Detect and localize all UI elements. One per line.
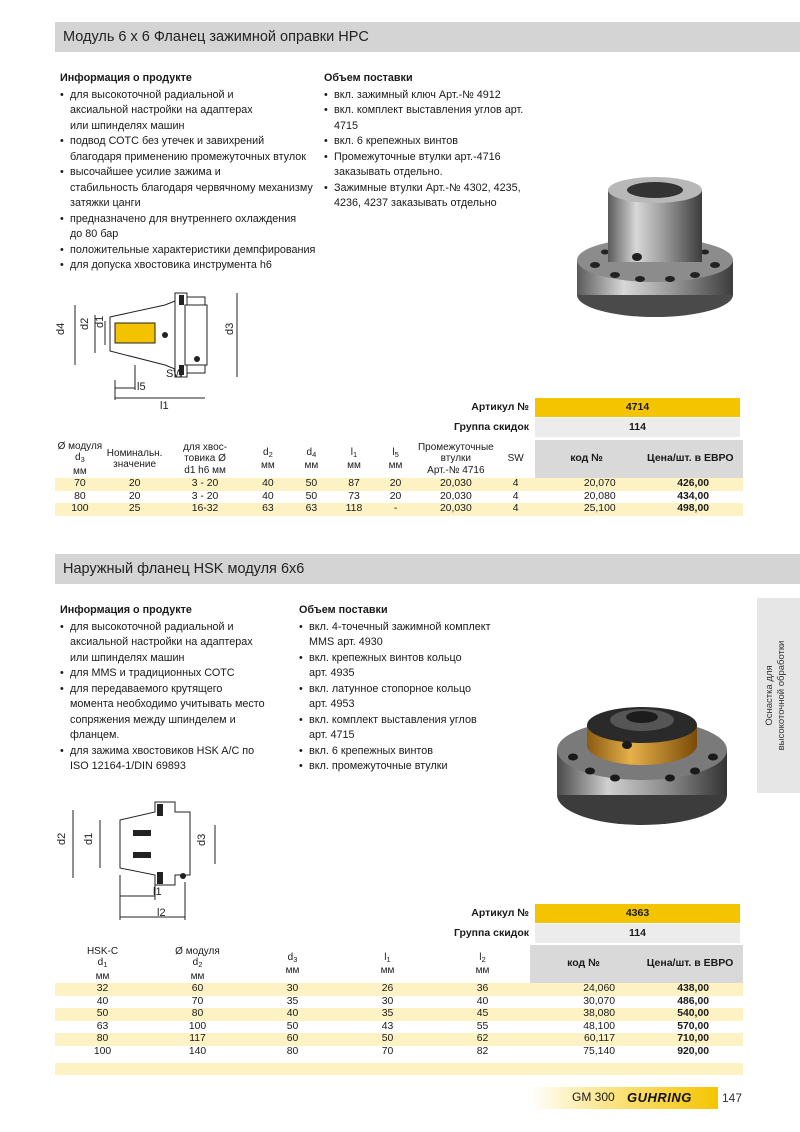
list-item-line: стабильность благодаря червячному механизму — [70, 181, 313, 194]
cell-c2: 80 — [150, 1008, 245, 1021]
cell-c8: 20,030 — [439, 490, 472, 502]
cell-c6: 118 — [333, 503, 376, 516]
product-info-heading: Информация о продукте — [60, 72, 192, 84]
list-item-line: благодаря применению промежуточных втулок — [70, 150, 306, 163]
cell-c7: 20 — [389, 490, 402, 502]
cell-c1: 70 — [55, 478, 105, 491]
table-row — [55, 983, 743, 996]
discount-label: Группа скидок — [454, 421, 529, 433]
list-item-line: • подвод СОТС без утечек и завихрений — [70, 135, 265, 147]
list-item — [299, 682, 529, 713]
list-item — [299, 651, 529, 682]
list-item-line: • высочайшее усилие зажима и — [70, 166, 221, 178]
section-2-article-row — [335, 904, 740, 923]
article-label: Артикул № — [471, 907, 529, 919]
table-row — [55, 1008, 743, 1021]
list-item-line: • вкл. комплект выставления углов — [309, 713, 477, 726]
col-d4: $d_4$ мм — [304, 446, 319, 471]
cell-c1: 32 — [55, 983, 150, 996]
section-2-price-table — [55, 945, 743, 1058]
list-item — [60, 666, 300, 682]
cell-c3: 35 — [286, 995, 299, 1007]
cell-c6: 87 — [333, 478, 376, 491]
cell-c8: 20,030 — [416, 503, 496, 516]
section-1-product-info — [60, 71, 325, 274]
cell-c5: 50 — [290, 478, 333, 491]
list-item-line: • положительные характеристики демпфирования — [70, 243, 316, 256]
col-hsk-d1: HSK-C $d_1$ мм — [86, 945, 119, 982]
label-l1: l1 — [160, 400, 169, 412]
cell-c9: 4 — [512, 490, 519, 502]
list-item-line: заказывать отдельно. — [334, 166, 443, 178]
cell-price: 434,00 — [677, 490, 709, 502]
cell-c4: 50 — [340, 1033, 435, 1046]
product-info-heading: Информация о продукте — [60, 604, 192, 616]
section-2-title: Наружный фланец HSK модуля 6x6 — [55, 554, 800, 584]
discount-group: 114 — [535, 924, 740, 943]
cell-c2: 100 — [188, 1020, 207, 1032]
col-price: Цена/шт. в ЕВРО — [637, 945, 743, 983]
catalog-name: GM 300 — [572, 1090, 615, 1104]
col-l2: $l_2$ мм — [475, 951, 490, 976]
cell-c3: 40 — [245, 1008, 340, 1021]
list-item-line: • вкл. 4-точечный зажимной комплект — [309, 620, 491, 633]
list-item-line: • вкл. крепежных винтов кольцо — [309, 651, 462, 664]
list-item-line: аксиальной настройки на адаптерах — [70, 104, 253, 116]
list-item-line: • предназначено для внутреннего охлаждения — [70, 212, 297, 225]
label-d4: d4 — [55, 322, 67, 335]
flange-hsk-photo — [555, 695, 730, 835]
list-item — [299, 759, 529, 775]
cell-c4: 30 — [381, 995, 394, 1007]
section-2-dimension-drawing — [55, 790, 225, 925]
cell-c4: 70 — [381, 1045, 394, 1057]
cell-price: 570,00 — [677, 1020, 709, 1032]
list-item-line: 4715 — [334, 119, 359, 132]
discount-label: Группа скидок — [454, 927, 529, 939]
cell-c5: 50 — [305, 490, 318, 502]
col-nominal: Номинальн. значение — [106, 447, 163, 470]
list-item-line: • вкл. комплект выставления углов арт. — [334, 104, 524, 116]
section-1-price-table — [55, 440, 743, 516]
col-l1: $l_1$ мм — [347, 446, 361, 471]
cell-code: 25,100 — [535, 503, 637, 516]
cell-c2: 20 — [105, 478, 165, 491]
cell-c3: 80 — [286, 1045, 299, 1057]
col-shank: для хвос- товика Ø d1 h6 мм — [183, 441, 228, 476]
cell-c9: 4 — [496, 478, 536, 491]
cell-c5: 40 — [476, 995, 489, 1007]
list-item-line: до 80 бар — [70, 228, 119, 240]
list-item-line: • вкл. 6 крепежных винтов — [334, 135, 458, 147]
cell-c5: 62 — [435, 1033, 530, 1046]
cell-price: 426,00 — [638, 478, 743, 491]
list-item — [60, 258, 325, 274]
side-category-tab — [757, 598, 800, 793]
list-item-line: момента необходимо учитывать место — [70, 698, 265, 710]
list-item-line: • для высокоточной радиальной и — [70, 88, 234, 101]
cell-code: 38,080 — [530, 1008, 637, 1021]
cell-c3: 3 - 20 — [164, 478, 245, 491]
list-item — [60, 88, 325, 135]
list-item-line: аксиальной настройки на адаптерах — [70, 636, 253, 648]
section-1-title: Модуль 6 x 6 Фланец зажимной оправки HPC — [55, 22, 800, 52]
col-code: код № — [530, 945, 637, 983]
list-item-line: • вкл. зажимный ключ Арт.-№ 4912 — [334, 88, 501, 101]
list-item-line: • вкл. 6 крепежных винтов — [309, 744, 433, 757]
cell-c1: 63 — [96, 1020, 109, 1032]
label-l5: l5 — [137, 381, 146, 393]
section-1-dimension-drawing — [55, 285, 255, 415]
cell-c5: 36 — [435, 983, 530, 996]
label-d1: d1 — [83, 832, 95, 845]
col-l5: $l_5$ мм — [388, 446, 403, 471]
list-item-line: • для передаваемого крутящего — [70, 682, 223, 695]
list-item — [60, 620, 300, 667]
label-d1: d1 — [94, 315, 106, 328]
section-2-discount-row — [335, 924, 740, 943]
list-item — [324, 181, 554, 212]
cell-c2: 60 — [150, 983, 245, 996]
cell-price: 498,00 — [638, 503, 743, 516]
col-code: код № — [535, 440, 637, 478]
cell-c9: 4 — [496, 503, 536, 516]
cell-price: 920,00 — [677, 1045, 709, 1057]
scope-heading: Объем поставки — [299, 604, 388, 616]
product-info-list — [60, 88, 325, 274]
section-2-product-info — [60, 603, 300, 775]
list-item — [60, 744, 300, 775]
cell-c4: 40 — [262, 490, 274, 502]
article-number: 4714 — [535, 398, 740, 417]
list-item — [324, 150, 554, 181]
page-number: 147 — [722, 1091, 743, 1105]
cell-c3: 3 - 20 — [191, 490, 219, 502]
list-item-line: • для высокоточной радиальной и — [70, 620, 234, 633]
scope-heading: Объем поставки — [324, 72, 413, 84]
list-item-line: арт. 4935 — [309, 667, 355, 679]
table-row — [55, 996, 743, 1009]
col-d3: $d_3$ мм — [285, 951, 300, 976]
cell-code: 75,140 — [583, 1045, 615, 1057]
cell-c2: 140 — [188, 1045, 207, 1057]
cell-code: 24,060 — [530, 983, 637, 996]
cell-c8: 20,030 — [416, 478, 496, 491]
col-module-d2: Ø модуля $d_2$ мм — [175, 945, 220, 982]
cell-c4: 63 — [246, 503, 291, 516]
guhring-logo: GUHRING — [627, 1090, 692, 1105]
scope-list — [324, 88, 554, 212]
discount-group: 114 — [535, 418, 740, 437]
cell-c3: 50 — [286, 1020, 299, 1032]
cell-code: 20,070 — [535, 478, 637, 491]
list-item — [299, 713, 529, 744]
col-l1: $l_1$ мм — [380, 951, 395, 976]
cell-c5: 82 — [476, 1045, 489, 1057]
table-row — [55, 1046, 743, 1059]
cell-c3: 16-32 — [164, 503, 245, 516]
cell-c4: 40 — [246, 478, 291, 491]
col-sw: SW — [507, 453, 524, 465]
col-module-d3: Ø модуля $d_3$ мм — [57, 440, 103, 477]
list-item-line: или шпинделях машин — [70, 119, 185, 132]
section-1-article-row — [335, 398, 740, 417]
cell-c2: 25 — [105, 503, 165, 516]
section-1-discount-row — [335, 418, 740, 437]
list-item — [324, 88, 554, 104]
cell-c7: 20 — [375, 478, 416, 491]
product-info-list — [60, 620, 300, 775]
list-item — [324, 103, 554, 134]
cell-c1: 80 — [74, 490, 86, 502]
page-footer — [530, 1087, 800, 1109]
list-item — [299, 620, 529, 651]
list-item-line: фланцем. — [70, 729, 120, 741]
label-d3: d3 — [196, 833, 208, 846]
list-item-line: • для зажима хвостовиков HSK A/C по — [70, 744, 255, 757]
list-item-line: • для MMS и традиционных СОТС — [70, 667, 235, 679]
side-tab-line-2: высокоточной обработки — [776, 640, 787, 751]
col-d2: $d_2$ мм — [261, 446, 275, 471]
section-1-scope — [324, 71, 554, 212]
list-item-line: сопряжения между шпинделем и — [70, 713, 236, 726]
cell-c1: 100 — [55, 503, 105, 516]
table-row — [55, 491, 743, 504]
list-item — [299, 744, 529, 760]
col-sleeves: Промежуточные втулки Арт.-№ 4716 — [417, 441, 494, 476]
list-item-line: • Зажимные втулки Арт.-№ 4302, 4235, — [334, 181, 521, 194]
col-price: Цена/шт. в ЕВРО — [638, 440, 743, 478]
table-row — [55, 503, 743, 516]
list-item-line: 4236, 4237 заказывать отдельно — [334, 197, 497, 209]
cell-c7: - — [375, 503, 416, 516]
list-item-line: затяжки цанги — [70, 197, 141, 209]
cell-c2: 117 — [150, 1033, 245, 1046]
list-item-line: • вкл. латунное стопорное кольцо — [309, 682, 472, 695]
cell-price: 438,00 — [637, 983, 743, 996]
list-item — [60, 212, 325, 243]
list-item-line: арт. 4715 — [309, 729, 355, 741]
list-item — [60, 134, 325, 165]
cell-c3: 30 — [245, 983, 340, 996]
cell-c4: 35 — [340, 1008, 435, 1021]
label-d2: d2 — [79, 317, 91, 330]
flange-hpc-photo — [575, 160, 735, 320]
article-number: 4363 — [535, 904, 740, 923]
list-item — [324, 134, 554, 150]
list-item-line: • вкл. промежуточные втулки — [309, 760, 448, 772]
label-l1: l1 — [153, 886, 162, 898]
label-d3: d3 — [224, 322, 236, 335]
table-row — [55, 478, 743, 491]
cell-c4: 43 — [381, 1020, 394, 1032]
label-l2: l2 — [157, 907, 166, 919]
article-label: Артикул № — [335, 398, 535, 417]
cell-c5: 55 — [476, 1020, 489, 1032]
list-item-line: ISO 12164-1/DIN 69893 — [70, 760, 186, 772]
table-end-band — [55, 1063, 743, 1075]
list-item — [60, 165, 325, 212]
list-item-line: или шпинделях машин — [70, 651, 185, 664]
cell-price: 486,00 — [677, 995, 709, 1007]
table-row — [55, 1033, 743, 1046]
cell-c4: 26 — [340, 983, 435, 996]
list-item — [60, 682, 300, 744]
cell-c3: 60 — [245, 1033, 340, 1046]
cell-code: 30,070 — [583, 995, 615, 1007]
list-item — [60, 243, 325, 259]
cell-price: 710,00 — [637, 1033, 743, 1046]
cell-code: 60,117 — [530, 1033, 637, 1046]
cell-c2: 70 — [191, 995, 204, 1007]
cell-c6: 73 — [348, 490, 360, 502]
cell-c5: 45 — [435, 1008, 530, 1021]
cell-code: 20,080 — [583, 490, 616, 502]
list-item-line: • для допуска хвостовика инструмента h6 — [70, 259, 272, 271]
table-row — [55, 1021, 743, 1034]
cell-c2: 20 — [128, 490, 141, 502]
label-d2: d2 — [56, 832, 68, 845]
cell-c5: 63 — [290, 503, 333, 516]
cell-price: 540,00 — [637, 1008, 743, 1021]
cell-code: 48,100 — [583, 1020, 615, 1032]
cell-c1: 50 — [55, 1008, 150, 1021]
scope-list — [299, 620, 529, 775]
label-sw: SW — [166, 368, 184, 380]
cell-c1: 100 — [93, 1045, 112, 1057]
side-tab-line-1: Оснастка для — [764, 665, 775, 726]
cell-c1: 40 — [96, 995, 109, 1007]
list-item-line: арт. 4953 — [309, 698, 355, 710]
list-item-line: • Промежуточные втулки арт.-4716 — [334, 150, 501, 163]
list-item-line: MMS арт. 4930 — [309, 636, 383, 648]
cell-c1: 80 — [55, 1033, 150, 1046]
section-2-scope — [299, 603, 529, 775]
